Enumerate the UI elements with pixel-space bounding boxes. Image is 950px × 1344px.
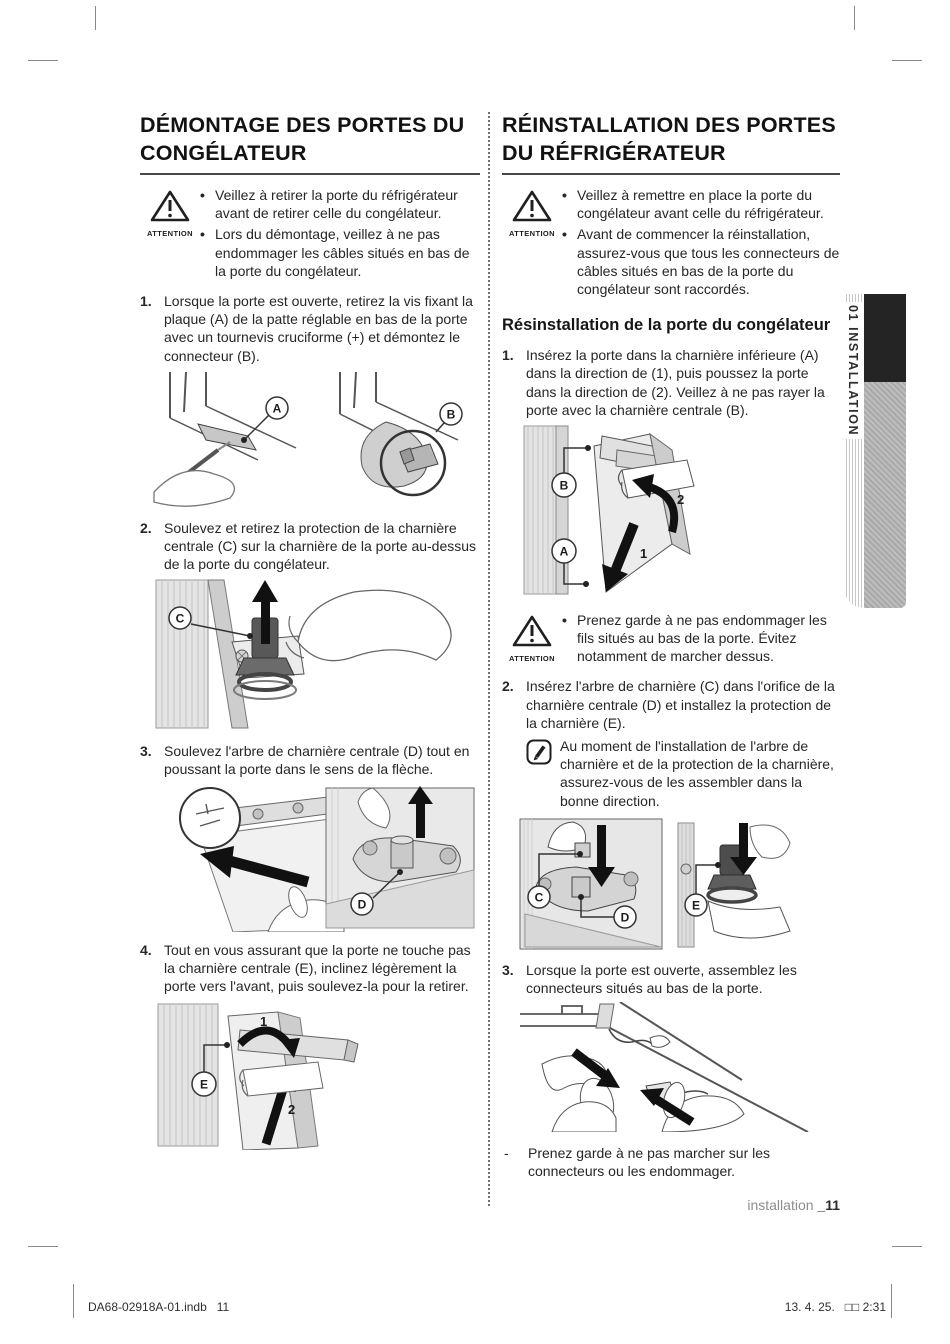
- attention-icon-col: [502, 611, 562, 669]
- step-text: Tout en vous assurant que la porte ne touche pas la charnière centrale (E), inclinez légèrement la porte vers l'avant, puis soulevez-la pour la retirer.: [164, 941, 471, 995]
- step-item: [502, 677, 840, 732]
- warning-triangle-icon: [511, 614, 553, 648]
- step-text: Soulevez l'arbre de charnière centrale (D) tout en poussant la porte dans le sens de la flèche.: [164, 743, 470, 778]
- callout-d: D: [357, 897, 367, 912]
- attention-label: ATTENTION: [509, 653, 555, 663]
- callout-c: C: [175, 611, 185, 626]
- warning-triangle-icon: [511, 189, 553, 223]
- warning-triangle-icon: [149, 189, 191, 223]
- step-number: 1.: [502, 347, 514, 364]
- dash-glyph: -: [504, 1145, 509, 1162]
- arrow-label-1: 1: [260, 1014, 268, 1030]
- step-item: [140, 742, 480, 778]
- page-section-label: installation: [747, 1196, 818, 1213]
- step-number: 1.: [140, 292, 152, 309]
- page-number-value: _11: [817, 1196, 840, 1213]
- step-text: Insérez l'arbre de charnière (C) dans l'orifice de la charnière centrale (D) et installez la protection de la charnière (E).: [526, 678, 835, 731]
- title-rule: [140, 173, 480, 175]
- bullet-text: Veillez à remettre en place la porte du congélateur avant celle du réfrigérateur.: [577, 187, 824, 222]
- figure-insert-door: [522, 424, 822, 599]
- bullet-item: [562, 225, 840, 298]
- callout-e: E: [199, 1077, 209, 1092]
- chapter-tab: [844, 294, 906, 608]
- bullet-text: Prenez garde à ne pas endommager les fils situés au bas de la porte. Évitez notamment de marcher dessus.: [577, 611, 827, 665]
- bullet-text: Veillez à retirer la porte du réfrigérateur avant de retirer celle du congélateur.: [215, 187, 458, 222]
- bullet-text: Avant de commencer la réinstallation, assurez-vous que tous les connecteurs de câbles situés en bas de la porte du congélateur sont raccordés.: [577, 226, 840, 297]
- bullet-glyph: •: [200, 226, 205, 243]
- bullet-item: [562, 611, 840, 666]
- attention-bullets: [562, 611, 840, 669]
- callout-a: A: [559, 544, 569, 559]
- step-number: 3.: [140, 743, 152, 760]
- callout-b: B: [559, 478, 569, 493]
- bullet-item: [200, 225, 480, 280]
- attention-icon-col: [502, 186, 562, 301]
- figure-remove-screw-connector: [148, 370, 478, 510]
- callout-b: B: [446, 407, 456, 422]
- callout-a: A: [272, 401, 282, 416]
- tab-dark-block: [864, 294, 906, 382]
- figure-lift-hinge-shaft: [148, 784, 478, 932]
- step-text: Soulevez et retirez la protection de la charnière centrale (C) sur la charnière de la porte au-dessus de la porte du congélateur.: [164, 519, 477, 573]
- step-item: [502, 961, 840, 997]
- callout-e: E: [691, 898, 701, 913]
- memo-pencil-icon: [526, 739, 552, 765]
- right-column: [502, 112, 840, 1213]
- arrow-label-2: 2: [677, 491, 685, 507]
- crop-mark: [28, 60, 58, 61]
- section-title-right: RÉINSTALLATION DES PORTES DU RÉFRIGÉRATEUR: [502, 113, 836, 165]
- step-text: Lorsque la porte est ouverte, retirez la vis fixant la plaque (A) de la patte réglable en bas de la porte avec un tournevis cruciforme (+) et démontez le connecteur (B).: [164, 292, 473, 364]
- bullet-text: Lors du démontage, veillez à ne pas endommager les câbles situés en bas de la porte du congélateur.: [215, 226, 470, 279]
- dash-note: [502, 1144, 840, 1180]
- page-number: [502, 1197, 840, 1213]
- subsection-title: Résinstallation de la porte du congélateur: [502, 316, 831, 335]
- section-title-left: DÉMONTAGE DES PORTES DU CONGÉLATEUR: [140, 113, 465, 165]
- dash-note-text: Prenez garde à ne pas marcher sur les connecteurs ou les endommager.: [528, 1145, 771, 1180]
- attention-bullets: [200, 186, 480, 283]
- attention-block: [140, 186, 480, 283]
- bullet-glyph: •: [562, 611, 567, 628]
- bullet-item: [562, 186, 840, 222]
- attention-bullets: [562, 186, 840, 301]
- arrow-label-1: 1: [640, 545, 648, 561]
- step-item: [502, 346, 840, 419]
- title-rule: [502, 173, 840, 175]
- footer-tick: [73, 1284, 74, 1318]
- step-number: 3.: [502, 961, 514, 978]
- step-number: 2.: [140, 519, 152, 536]
- attention-label: ATTENTION: [147, 229, 193, 239]
- step-text: Lorsque la porte est ouverte, assemblez les connecteurs situés au bas de la porte.: [526, 961, 797, 996]
- figure-tilt-door: [148, 1000, 478, 1150]
- chapter-tab-label: 01 INSTALLATION: [844, 302, 862, 439]
- crop-mark: [892, 1246, 922, 1247]
- bullet-glyph: •: [200, 187, 205, 204]
- bullet-item: [200, 186, 480, 222]
- arrow-label-2: 2: [288, 1102, 296, 1118]
- column-divider: [488, 112, 490, 1206]
- figure-insert-shaft-cover: [518, 817, 818, 952]
- attention-block: [502, 186, 840, 301]
- footer-tick: [891, 1284, 892, 1318]
- step-number: 4.: [140, 941, 152, 958]
- note-block: [526, 737, 840, 810]
- note-icon-col: [526, 737, 560, 810]
- crop-mark: [854, 6, 855, 30]
- step-item: [140, 292, 480, 365]
- step-item: [140, 519, 480, 574]
- callout-c: C: [534, 890, 544, 905]
- step-number: 2.: [502, 678, 514, 695]
- print-footer-datetime: 13. 4. 25. □□ 2:31: [784, 1300, 886, 1314]
- figure-connect-connectors: [512, 1002, 822, 1132]
- step-text: Insérez la porte dans la charnière inférieure (A) dans la direction de (1), puis poussez la porte dans la direction de (2). Veillez à ne pas rayer la porte avec la charnière centrale (B).: [526, 347, 825, 418]
- crop-mark: [95, 6, 96, 30]
- attention-block: [502, 611, 840, 669]
- callout-d: D: [620, 910, 630, 925]
- crop-mark: [892, 60, 922, 61]
- left-column: [140, 112, 480, 1156]
- attention-label: ATTENTION: [509, 229, 555, 239]
- note-text: Au moment de l'installation de l'arbre de charnière et de la protection de la charnière, assurez-vous de les assembler dans la bonne direction.: [560, 738, 834, 809]
- bullet-glyph: •: [562, 226, 567, 243]
- print-footer-filename: DA68-02918A-01.indb 11: [88, 1300, 230, 1314]
- attention-icon-col: [140, 186, 200, 283]
- bullet-glyph: •: [562, 187, 567, 204]
- crop-mark: [28, 1246, 58, 1247]
- figure-lift-hinge-cover: [148, 578, 478, 733]
- step-item: [140, 941, 480, 996]
